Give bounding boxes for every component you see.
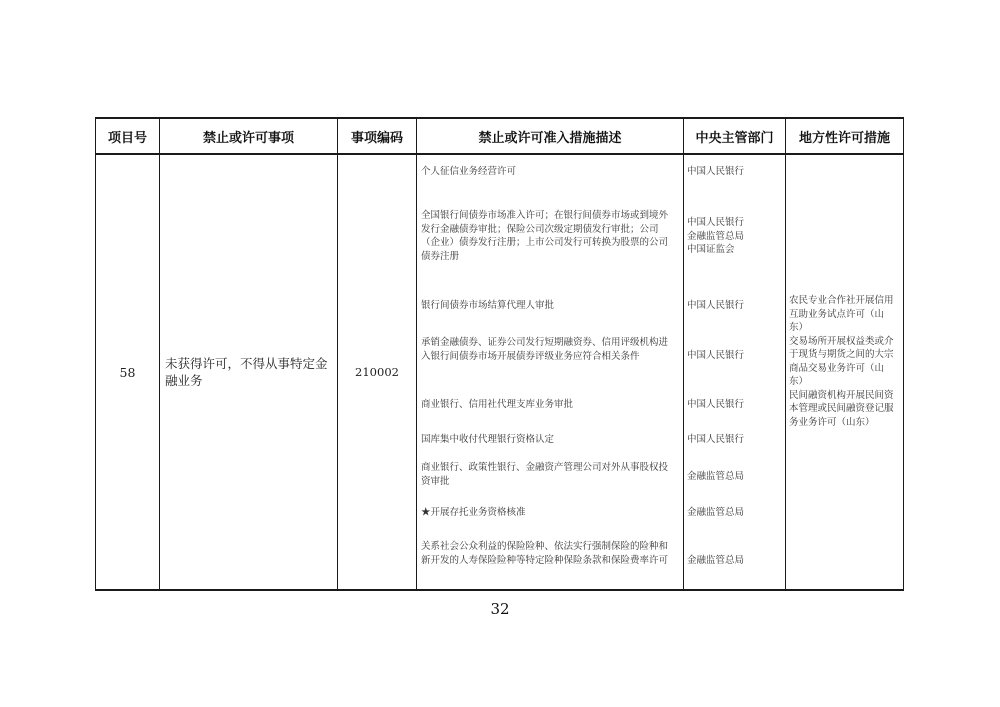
header-dept: 中央主管部门 bbox=[695, 130, 774, 146]
dept-cell: 金融监管总局 bbox=[687, 555, 745, 566]
measure-desc: 商业银行、政策性银行、金融资产管理公司对外从事股权投资审批 bbox=[421, 462, 669, 487]
col-border bbox=[159, 117, 160, 591]
dept-cell: 中国人民银行 bbox=[687, 350, 745, 361]
measure-desc: 关系社会公众利益的保险险种、依法实行强制保险的险种和新开发的人寿保险险种等特定险种保险条款和保险费率许可 bbox=[421, 541, 669, 566]
item-code: 210002 bbox=[355, 365, 399, 379]
item-number: 58 bbox=[119, 365, 136, 380]
measure-desc: 个人征信业务经营许可 bbox=[421, 166, 517, 177]
header-local: 地方性许可措施 bbox=[798, 130, 890, 146]
header-item-name: 禁止或许可事项 bbox=[202, 130, 294, 146]
col-border bbox=[416, 117, 417, 591]
header-bottom-border bbox=[95, 153, 904, 155]
dept-cell: 中国人民银行 金融监管总局 中国证监会 bbox=[687, 217, 745, 255]
dept-cell: 中国人民银行 bbox=[687, 300, 745, 311]
item-name: 未获得许可，不得从事特定金融业务 bbox=[165, 356, 328, 388]
dept-cell: 中国人民银行 bbox=[687, 434, 745, 445]
table-bottom-border bbox=[95, 589, 904, 591]
local-measures: 农民专业合作社开展信用互助业务试点许可（山东） 交易场所开展权益类或介于现货与期货之间的大宗商品交易业务许可（山东） 民间融资机构开展民间资本管理或民间融资登记服务业务许可（山东） bbox=[789, 295, 894, 428]
col-border bbox=[903, 117, 904, 591]
header-item-no: 项目号 bbox=[107, 130, 147, 146]
measure-desc: 银行间债券市场结算代理人审批 bbox=[421, 300, 555, 311]
col-border bbox=[785, 117, 786, 591]
dept-cell: 中国人民银行 bbox=[687, 166, 745, 177]
header-measures: 禁止或许可准入措施描述 bbox=[478, 130, 622, 146]
col-border bbox=[337, 117, 338, 591]
header-code: 事项编码 bbox=[350, 130, 403, 146]
dept-cell: 金融监管总局 bbox=[687, 471, 745, 482]
measure-desc: 承销金融债券、证券公司发行短期融资券、信用评级机构进入银行间债券市场开展债券评级业务应符合相关条件 bbox=[421, 337, 669, 362]
col-border bbox=[683, 117, 684, 591]
page-number: 32 bbox=[490, 600, 510, 618]
col-border bbox=[95, 117, 96, 591]
measure-desc: 全国银行间债券市场准入许可；在银行间债券市场或到境外发行金融债券审批；保险公司次级定期债发行审批；公司（企业）债券发行注册；上市公司发行可转换为股票的公司债券注册 bbox=[421, 210, 669, 262]
dept-cell: 中国人民银行 bbox=[687, 399, 745, 410]
measure-desc: 国库集中收付代理银行资格认定 bbox=[421, 434, 555, 445]
table-top-border bbox=[95, 117, 904, 119]
measure-desc: ★开展存托业务资格核准 bbox=[421, 507, 526, 518]
dept-cell: 金融监管总局 bbox=[687, 507, 745, 518]
measure-desc: 商业银行、信用社代理支库业务审批 bbox=[421, 399, 574, 410]
